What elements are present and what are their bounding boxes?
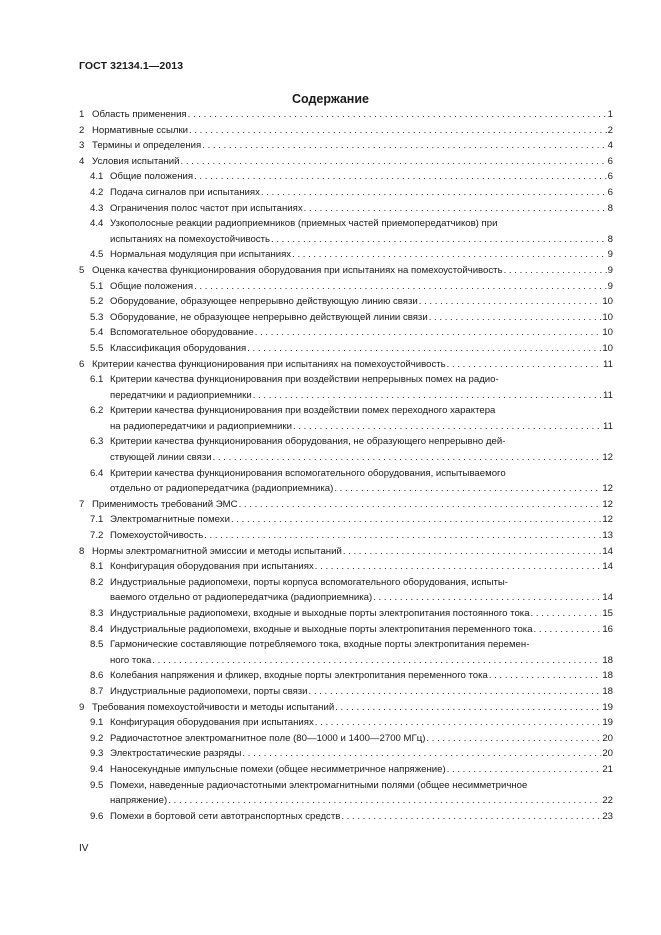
toc-entry-number: 2 [79,124,85,136]
dot-leader [531,606,602,622]
toc-entry-title: Индустриальные радиопомехи, входные и выходные порты электропитания постоянного тока [110,608,530,619]
toc-entry-number: 5.1 [90,280,104,292]
toc-entry[interactable] [79,434,613,465]
toc-entry-title: Критерии качества функционирования оборудования, не образующего непрерывно дей- [110,436,506,448]
toc-entry-number: 9.6 [90,810,104,822]
toc-entry[interactable] [79,497,613,513]
toc-entry-title: Критерии качества функционирования при испытаниях на помехоустойчивость [92,358,446,370]
dot-leader [429,310,602,326]
toc-entry[interactable] [79,201,613,217]
toc-entry-page: 1 [607,109,613,120]
toc-entry-number: 4.1 [90,171,104,183]
dot-leader [189,123,607,139]
toc-entry-number: 1 [79,109,85,120]
dot-leader [419,294,602,310]
dot-leader [489,668,601,684]
toc-entry-page: 12 [602,483,613,495]
toc-entry-page: 18 [602,654,613,666]
dot-leader [315,559,602,575]
toc-entry-number: 8.3 [90,608,104,619]
toc-entry-number: 9.3 [90,748,104,760]
toc-entry-page: 12 [602,514,613,526]
toc-entry-title: Подача сигналов при испытаниях [110,186,260,198]
toc-entry[interactable] [79,263,613,279]
toc-title: Содержание [291,92,369,106]
toc-entry-title: Критерии качества функционирования при воздействии непрерывных помех на радио- [110,374,499,386]
toc-entry-title: Конфигурация оборудования при испытаниях [110,717,314,729]
toc-entry[interactable] [79,606,613,622]
toc-entry-title: Электромагнитные помехи [110,514,230,526]
toc-entry[interactable] [79,169,613,185]
toc-entry-number: 4.2 [90,186,104,198]
dot-leader [247,341,601,357]
toc-entry-title: Индустриальные радиопомехи, порты связи [110,685,308,697]
toc-entry-title: Критерии качества функционирования при воздействии помех переходного характера [110,405,496,417]
toc-entry-number: 6 [79,358,85,370]
toc-entry-page: 23 [602,810,613,822]
dot-leader [271,232,607,248]
toc-entry-page: 12 [602,452,613,464]
document-id: ГОСТ 32134.1—2013 [79,60,184,72]
toc-entry-page: 18 [602,685,613,697]
toc-entry-page: 10 [602,311,613,323]
dot-leader [426,731,601,747]
toc-entry[interactable] [79,559,613,575]
toc-entry-page: 8 [607,202,613,214]
toc-entry[interactable] [79,279,613,295]
toc-entry-number: 6.3 [90,436,104,448]
toc-entry-page: 15 [602,608,613,619]
dot-leader [304,201,607,217]
toc-entry-page: 9 [607,249,613,261]
dot-leader [239,497,602,513]
toc-entry-number: 4.3 [90,202,104,214]
toc-entry-title-continued: напряжение) [110,795,168,807]
toc-entry[interactable] [79,622,613,638]
toc-entry-page: 13 [602,530,613,542]
toc-entry-number: 8.4 [90,623,104,635]
toc-entry-title: Индустриальные радиопомехи, порты корпуса вспомогательного оборудования, испыты- [110,576,508,588]
toc-entry-number: 8.2 [90,576,104,588]
toc-entry[interactable] [79,357,613,373]
toc-entry[interactable] [79,544,613,560]
dot-leader [204,528,601,544]
toc-entry[interactable] [79,637,613,668]
dot-leader [202,138,606,154]
toc-entry-number: 5.4 [90,327,104,339]
dot-leader [334,481,601,497]
toc-entry-title: Оценка качества функционирования оборудования при испытаниях на помехоустойчивость [92,264,503,276]
toc-entry-page: 6 [607,171,613,183]
toc-entry-number: 4 [79,155,85,167]
page-number: IV [79,843,89,854]
toc-entry-title: Конфигурация оборудования при испытаниях [110,561,314,573]
toc-entry-title: Наносекундные импульсные помехи (общее несимметричное напряжение) [110,763,446,775]
toc-entry-title: Радиочастотное электромагнитное поле (80—1000 и 1400—2700 МГц) [110,732,426,744]
toc-entry-title: Гармонические составляющие потребляемого тока, входные порты электропитания перемен- [110,639,530,651]
toc-entry-title: Условия испытаний [92,155,180,167]
dot-leader [335,700,601,716]
dot-leader [188,107,607,123]
toc-entry-title: Общие положения [110,171,194,183]
toc-entry[interactable] [79,762,613,778]
toc-entry-page: 14 [602,561,613,573]
toc-entry-title: Электростатические разряды [110,748,242,760]
toc-entry-number: 7.1 [90,514,104,526]
toc-entry-page: 9 [607,264,613,276]
dot-leader [293,419,602,435]
toc-entry[interactable] [79,700,613,716]
toc-entry-page: 19 [602,717,613,729]
toc-entry[interactable] [79,138,613,154]
toc-entry[interactable] [79,668,613,684]
toc-entry-number: 5.2 [90,296,104,308]
dot-leader [447,762,602,778]
toc-entry-title: Нормы электромагнитной эмиссии и методы испытаний [92,545,342,557]
toc-entry-title: Колебания напряжения и фликер, входные порты электропитания переменного тока [110,670,488,682]
toc-entry-title-continued: ваемого отдельно от радиопередатчика (радиоприемника) [110,592,373,604]
toc-entry-title: Термины и определения [92,140,202,152]
dot-leader [534,622,602,638]
toc-entry[interactable] [79,466,613,497]
toc-entry-title-continued: передатчики и радиоприемники [110,389,252,401]
toc-entry-number: 9 [79,701,85,713]
toc-entry-page: 22 [602,795,613,807]
toc-entry-number: 9.1 [90,717,104,729]
toc-entry[interactable] [79,247,613,263]
toc-entry-title-continued: ствующей линии связи [110,452,212,464]
toc-entry-page: 9 [607,280,613,292]
toc-entry-number: 7.2 [90,530,104,542]
toc-entry[interactable] [79,403,613,434]
dot-leader [504,263,607,279]
toc-entry-page: 14 [602,545,613,557]
dot-leader [168,793,601,809]
toc-entry-number: 6.4 [90,467,104,479]
toc-entry-number: 9.2 [90,732,104,744]
toc-entry-number: 5.5 [90,342,104,354]
toc-entry-title: Требования помехоустойчивости и методы испытаний [92,701,335,713]
toc-entry[interactable] [79,684,613,700]
dot-leader [194,279,607,295]
toc-entry-page: 11 [603,358,613,370]
toc-entry[interactable] [79,123,613,139]
toc-entry-number: 4.5 [90,249,104,261]
dot-leader [242,746,601,762]
toc-entry-page: 12 [602,498,613,510]
toc-entry-title-continued: испытаниях на помехоустойчивость [110,233,270,245]
toc-entry-page: 16 [602,623,613,635]
toc-entry-number: 9.5 [90,779,104,791]
toc-entry-title-continued: ного тока [110,654,152,666]
toc-entry[interactable] [79,185,613,201]
toc-entry[interactable] [79,778,613,809]
toc-entry-number: 6.2 [90,405,104,417]
toc-entry-page: 4 [607,140,613,152]
toc-entry-number: 8 [79,545,85,557]
toc-entry-number: 8.6 [90,670,104,682]
toc-entry-page: 6 [607,186,613,198]
toc-entry-title: Область применения [92,109,187,120]
toc-entry-page: 2 [607,124,613,136]
toc-entry-title: Помехи в бортовой сети автотранспортных средств [110,810,341,822]
toc-entry-title-continued: отдельно от радиопередатчика (радиоприемника) [110,483,334,495]
toc-entry-number: 9.4 [90,763,104,775]
toc-entry-title: Вспомогательное оборудование [110,327,254,339]
toc-entry-page: 20 [602,748,613,760]
toc-entry-page: 10 [602,327,613,339]
toc-entry-title: Классификация оборудования [110,342,247,354]
toc-entry-page: 20 [602,732,613,744]
toc-entry-title: Помехи, наведенные радиочастотными электромагнитными полями (общее несимметричное [110,779,528,791]
toc-entry-number: 8.7 [90,685,104,697]
toc-entry-page: 8 [607,233,613,245]
toc-entry[interactable] [79,325,613,341]
toc-entry-number: 7 [79,498,85,510]
toc-entry[interactable] [79,575,613,606]
dot-leader [373,590,601,606]
toc-entry-number: 8.1 [90,561,104,573]
dot-leader [341,809,601,825]
toc-entry-number: 6.1 [90,374,104,386]
toc-entry[interactable] [79,154,613,170]
toc-entry[interactable] [79,809,613,825]
toc-entry-title: Оборудование, не образующее непрерывно действующей линии связи [110,311,428,323]
toc-entry-number: 4.4 [90,218,104,230]
dot-leader [309,684,602,700]
toc-entry-page: 6 [607,155,613,167]
dot-leader [447,357,602,373]
dot-leader [261,185,607,201]
toc-entry[interactable] [79,528,613,544]
toc-entry-number: 5 [79,264,85,276]
toc-entry-page: 10 [602,342,613,354]
toc-entry[interactable] [79,216,613,247]
dot-leader [292,247,607,263]
dot-leader [213,450,602,466]
toc-entry-title: Индустриальные радиопомехи, входные и выходные порты электропитания переменного тока [110,623,533,635]
table-of-contents [79,107,613,824]
dot-leader [181,154,607,170]
toc-entry-number: 8.5 [90,639,104,651]
toc-entry-title: Общие положения [110,280,194,292]
toc-entry-page: 11 [603,389,613,401]
toc-entry[interactable] [79,107,613,123]
toc-entry-page: 18 [602,670,613,682]
toc-entry[interactable] [79,746,613,762]
toc-entry-number: 3 [79,140,85,152]
toc-entry-page: 10 [602,296,613,308]
toc-entry-number: 5.3 [90,311,104,323]
toc-entry[interactable] [79,310,613,326]
dot-leader [255,325,602,341]
toc-entry-title: Ограничения полос частот при испытаниях [110,202,303,214]
toc-entry[interactable] [79,715,613,731]
toc-entry-title-continued: на радиопередатчики и радиоприемники [110,420,292,432]
dot-leader [194,169,607,185]
toc-entry-page: 19 [602,701,613,713]
toc-entry[interactable] [79,512,613,528]
toc-entry-page: 21 [602,763,613,775]
dot-leader [253,388,602,404]
dot-leader [343,544,602,560]
toc-entry-page: 14 [602,592,613,604]
toc-entry-title: Критерии качества функционирования вспомогательного оборудования, испытываемого [110,467,506,479]
dot-leader [231,512,601,528]
toc-entry-title: Нормативные ссылки [92,124,189,136]
toc-entry-title: Нормальная модуляция при испытаниях [110,249,292,261]
dot-leader [315,715,602,731]
toc-entry-page: 11 [603,420,613,432]
toc-entry[interactable] [79,294,613,310]
toc-entry-title: Узкополосные реакции радиоприемников (приемных частей приемопередатчиков) при [110,218,498,230]
toc-entry-title: Применимость требований ЭМС [92,498,238,510]
dot-leader [152,653,601,669]
toc-entry[interactable] [79,341,613,357]
toc-entry[interactable] [79,372,613,403]
toc-entry-title: Помехоустойчивость [110,530,204,542]
toc-entry[interactable] [79,731,613,747]
toc-entry-title: Оборудование, образующее непрерывно действующую линию связи [110,296,418,308]
